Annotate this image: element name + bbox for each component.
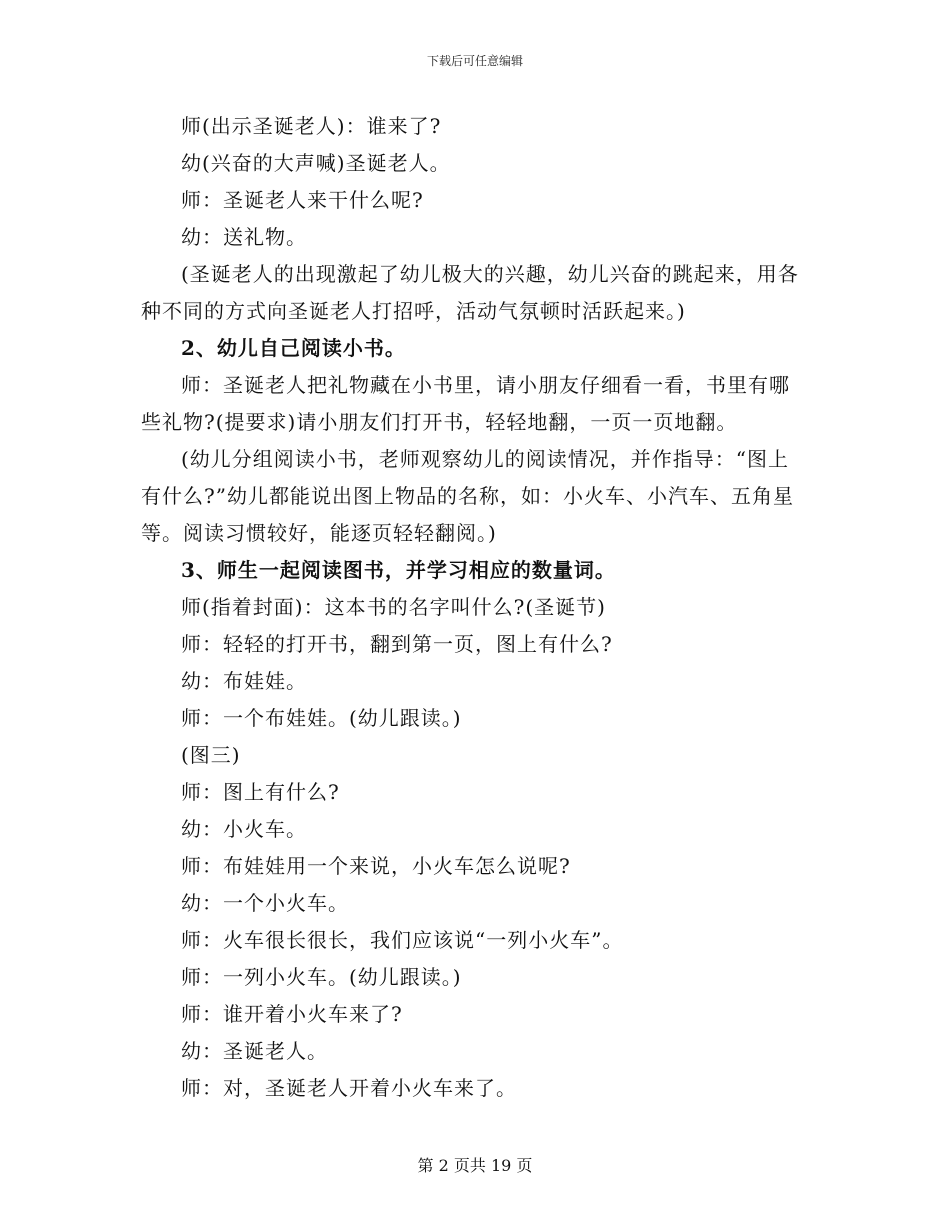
paragraph: 师：圣诞老人把礼物藏在小书里，请小朋友仔细看一看，书里有哪些礼物?(提要求)请小朋友们打开书，轻轻地翻，一页一页地翻。 (141, 373, 790, 434)
paragraph: 幼：布娃娃。 (181, 669, 307, 693)
document-body (141, 108, 809, 1107)
paragraph: 师：轻轻的打开书，翻到第一页，图上有什么? (181, 632, 613, 656)
paragraph: 幼(兴奋的大声喊)圣诞老人。 (181, 151, 451, 175)
paragraph: 幼：圣诞老人。 (181, 1039, 328, 1063)
paragraph: 师：一列小火车。(幼儿跟读。) (181, 965, 462, 989)
paragraph: 师：一个布娃娃。(幼儿跟读。) (181, 706, 462, 730)
paragraph: 师：布娃娃用一个来说，小火车怎么说呢? (181, 854, 571, 878)
paragraph: 师：谁开着小火车来了? (181, 1002, 403, 1026)
paragraph: 幼：小火车。 (181, 817, 307, 841)
paragraph: (圣诞老人的出现激起了幼儿极大的兴趣，幼儿兴奋的跳起来，用各种不同的方式向圣诞老人打招呼，活动气氛顿时活跃起来。) (141, 262, 799, 323)
page-number: 第 2 页共 19 页 (417, 1156, 533, 1175)
paragraph: (图三) (181, 743, 241, 767)
section-heading: 3、师生一起阅读图书，并学习相应的数量词。 (181, 558, 616, 582)
paragraph: 师：对，圣诞老人开着小火车来了。 (181, 1076, 517, 1100)
paragraph: 师(指着封面)：这本书的名字叫什么?(圣诞节) (181, 595, 606, 619)
section-heading: 2、幼儿自己阅读小书。 (181, 336, 406, 360)
paragraph: 师：圣诞老人来干什么呢? (181, 188, 424, 212)
paragraph: 师(出示圣诞老人)：谁来了? (181, 114, 442, 138)
paragraph: 师：图上有什么? (181, 780, 340, 804)
paragraph: 幼：一个小火车。 (181, 891, 349, 915)
paragraph: (幼儿分组阅读小书，老师观察幼儿的阅读情况，并作指导：“图上有什么?”幼儿都能说出图上物品的名称，如：小火车、小汽车、五角星等。阅读习惯较好，能逐页轻轻翻阅。) (141, 447, 794, 545)
page-header-note: 下载后可任意编辑 (426, 54, 523, 68)
paragraph: 师：火车很长很长，我们应该说“一列小火车”。 (181, 928, 624, 952)
paragraph: 幼：送礼物。 (181, 225, 307, 249)
